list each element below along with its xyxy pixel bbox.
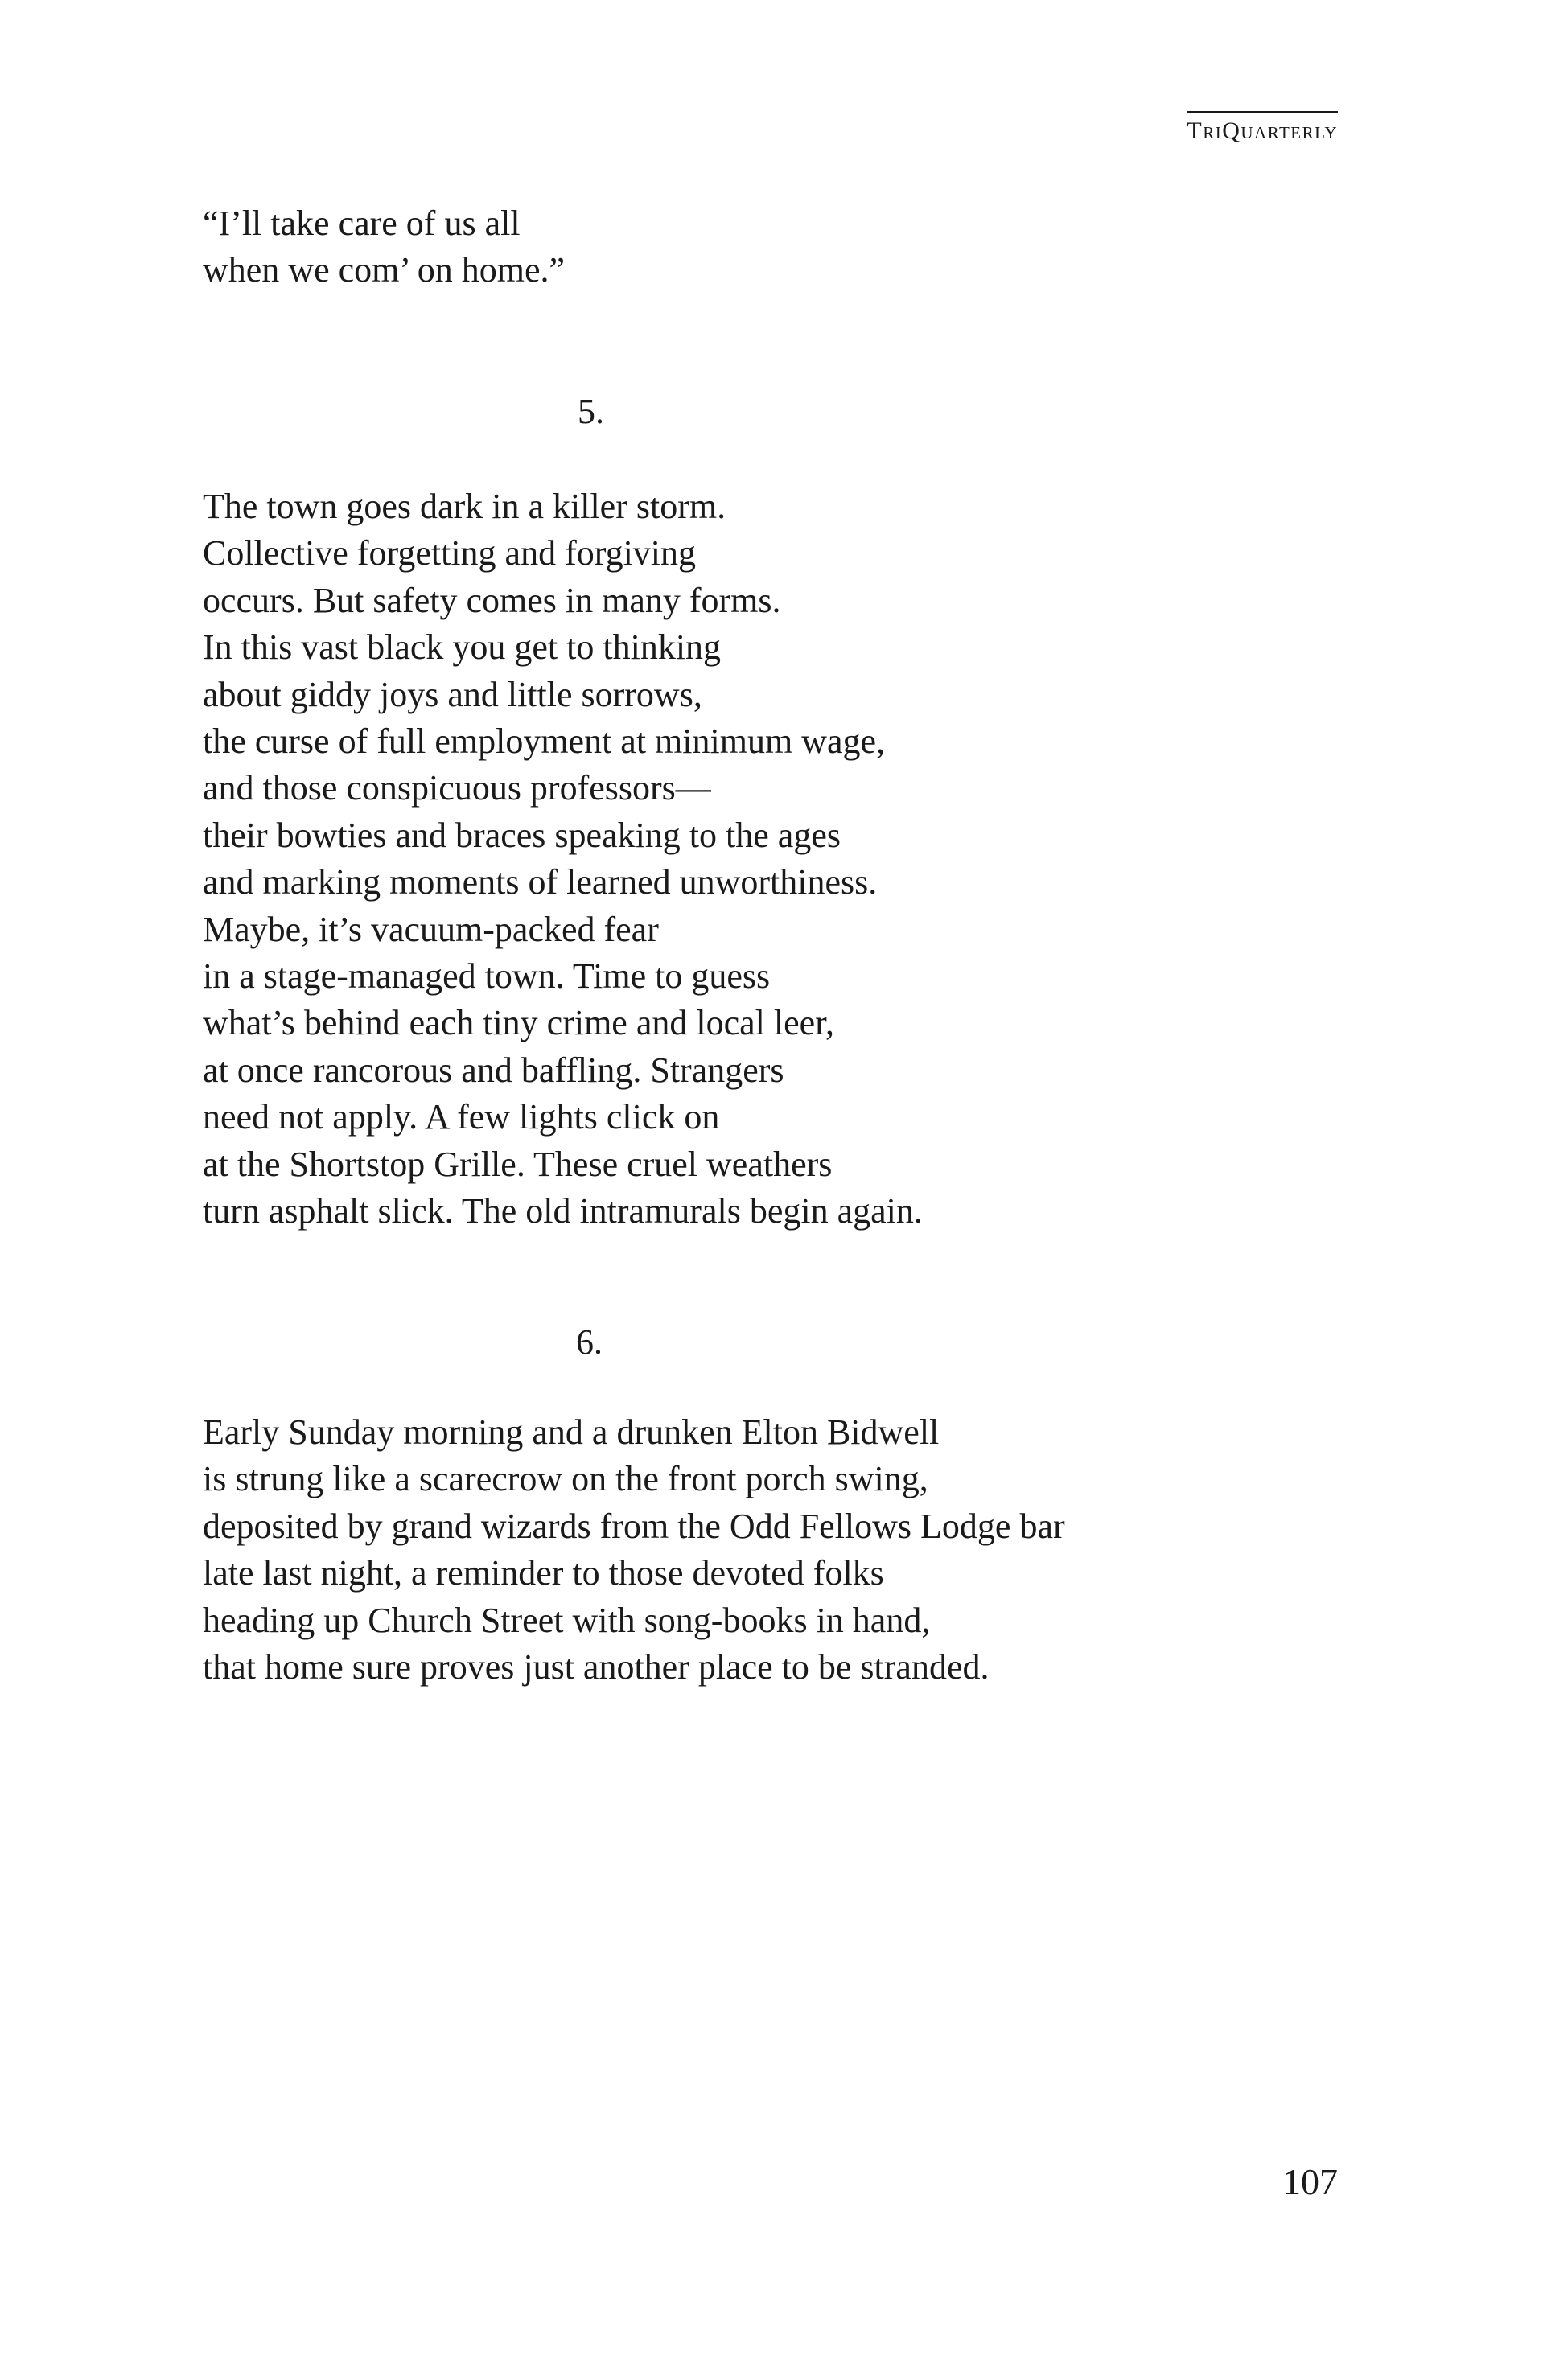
poem-line: in a stage-managed town. Time to guess [203, 956, 771, 997]
poem-line: the curse of full employment at minimum wage, [203, 721, 886, 762]
poem-line: is strung like a scarecrow on the front porch swing, [203, 1459, 928, 1499]
poem-line: The town goes dark in a killer storm. [203, 487, 726, 526]
section-number-5: 5. [578, 392, 604, 431]
poem-line: their bowties and braces speaking to the ages [203, 815, 841, 855]
poem-line: In this vast black you get to thinking [203, 627, 722, 668]
poem-line: turn asphalt slick. The old intramurals begin again. [203, 1191, 923, 1231]
poem-line: Maybe, it’s vacuum-packed fear [203, 909, 659, 949]
poem-line: and those conspicuous professors— [203, 768, 711, 808]
poem-line: need not apply. A few lights click on [203, 1097, 720, 1137]
section-5-stanza [203, 483, 923, 1235]
poem-line: Early Sunday morning and a drunken Elton Bidwell [203, 1412, 940, 1452]
opening-stanza [203, 200, 565, 294]
poem-line: late last night, a reminder to those devoted folks [203, 1553, 884, 1593]
running-head: TriQuarterly [1187, 111, 1338, 145]
poem-line: what’s behind each tiny crime and local leer, [203, 1003, 835, 1043]
poem-line: that home sure proves just another place to be stranded. [203, 1647, 990, 1687]
poem-line: at once rancorous and baffling. Strangers [203, 1050, 784, 1090]
poem-line: occurs. But safety comes in many forms. [203, 580, 781, 620]
page-number: 107 [1282, 2161, 1338, 2202]
section-number-6: 6. [576, 1322, 603, 1362]
poem-line: “I’ll take care of us all [203, 203, 521, 243]
poem-line: at the Shortstop Grille. These cruel weathers [203, 1144, 833, 1184]
section-6-stanza [203, 1409, 1065, 1691]
poem-line: Collective forgetting and forgiving [203, 533, 697, 573]
poem-line: when we com’ on home.” [203, 250, 566, 290]
poem-line: and marking moments of learned unworthiness. [203, 862, 878, 902]
poem-line: heading up Church Street with song-books in hand, [203, 1600, 931, 1640]
poem-line: about giddy joys and little sorrows, [203, 674, 702, 714]
poem-line: deposited by grand wizards from the Odd Fellows Lodge bar [203, 1506, 1065, 1546]
